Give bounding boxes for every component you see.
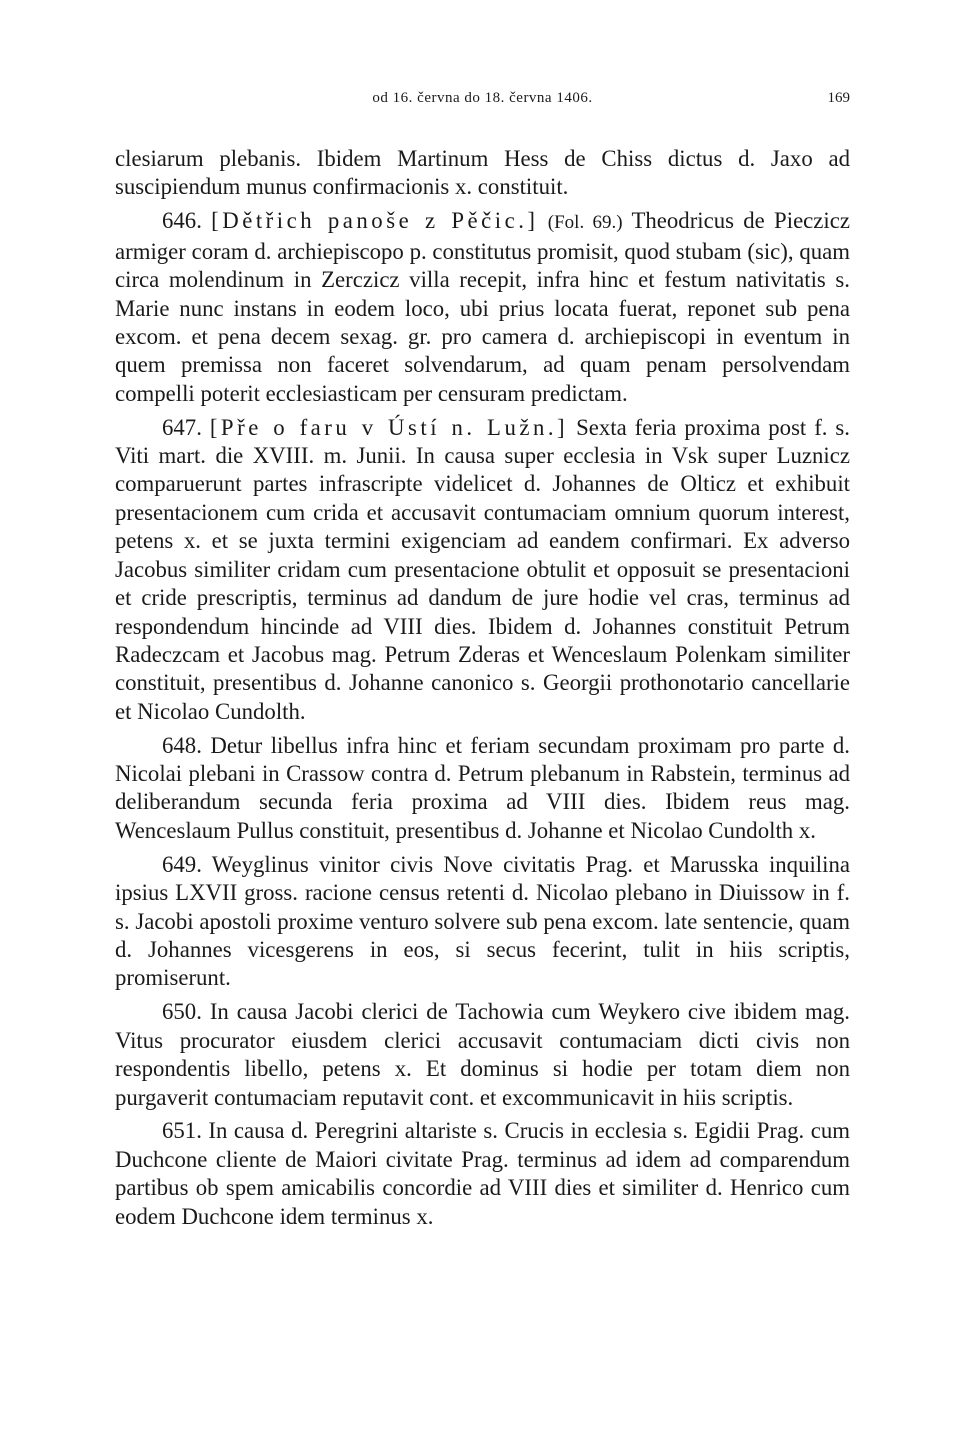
entry-647	[115, 414, 850, 726]
folio-reference: (Fol. 69.)	[547, 212, 623, 234]
entry-648	[115, 732, 850, 846]
entry-646	[115, 207, 850, 408]
entry-650	[115, 998, 850, 1112]
entry-text: In causa d. Peregrini altariste s. Crucis in ecclesia s. Egidii Prag. cum Duchcone cliente de Maiori civitate Prag. terminus ad idem ad comparendum partibus ob spem amicabilis concordie ad VIII dies et similiter d. Henrico cum eodem Duchcone idem terminus x.	[115, 1118, 850, 1229]
entry-number: 647.	[162, 414, 202, 440]
entry-number: 646.	[162, 208, 202, 234]
entry-651	[115, 1117, 850, 1231]
entry-649	[115, 851, 850, 993]
continuation-paragraph	[115, 145, 850, 202]
entry-text: Sexta feria proxima post f. s. Viti mart. die XVIII. m. Junii. In causa super ecclesia in Vsk super Luznicz comparuerunt partes infrascripte videlicet d. Johannes de Olticz et exhibuit presentacionem cum crida et accusavit contumaciam omnium quorum interest, petens x. et se juxta termini exigenciam ad eandem confirmari. Ex adverso Jacobus similiter cridam cum presentacione obtulit et opposuit se presentacioni et cride prescriptis, terminus ad dandum de jure hodie vel cras, terminus ad respondendum hincinde ad VIII dies. Ibidem d. Johannes constituit Petrum Radeczcam et Jacobus mag. Petrum Zderas et Wenceslaum Polenkam similiter constituit, presentibus d. Johanne canonico s. Georgii prothonotario cancellarie et Nicolao Cundolth.	[115, 414, 850, 724]
paragraph-text: clesiarum plebanis. Ibidem Martinum Hess de Chiss dictus d. Jaxo ad suscipiendum munus confirmacionis x. constituit.	[115, 146, 850, 200]
entry-rubric: [Dětřich panoše z Pěčic.]	[211, 208, 539, 234]
entry-number: 651.	[162, 1118, 202, 1144]
entry-text: Theodricus de Pieczicz armiger coram d. archiepiscopo p. constitutus promisit, quod stubam (sic), quam circa molendinum in Zerczicz villa recepit, infra hinc et festum nativitatis s. Marie nunc instans in eodem loco, ubi prius locata fuerat, reponet sub pena excom. et pena decem sexag. gr. pro camera d. archiepiscopi in eventum in quem premissa non faceret solvendarum, ad quam penam persolvendam compelli poterit ecclesiasticam per censuram predictam.	[115, 208, 850, 406]
page-number: 169	[827, 90, 850, 106]
entry-number: 649.	[162, 851, 202, 877]
entry-rubric: [Pře o faru v Ústí n. Lužn.]	[209, 414, 569, 440]
entry-number: 648.	[162, 732, 202, 758]
entry-text: In causa Jacobi clerici de Tachowia cum Weykero cive ibidem mag. Vitus procurator eiusdem clerici accusavit contumaciam dicti civis non respondentis libello, petens x. Et dominus si hodie per totam diem non purgaverit contumaciam reputavit cont. et excommunicavit in hiis scriptis.	[115, 999, 850, 1110]
running-header	[115, 90, 850, 116]
entry-text: Detur libellus infra hinc et feriam secundam proximam pro parte d. Nicolai plebani in Crassow contra d. Petrum plebanum in Rabstein, terminus ad deliberandum secunda feria proxima ad VIII dies. Ibidem reus mag. Wenceslaum Pullus constituit, presentibus d. Johanne et Nicolao Cundolth x.	[115, 732, 850, 843]
entry-text: Weyglinus vinitor civis Nove civitatis Prag. et Marusska inquilina ipsius LXVII gross. racione census retenti d. Nicolao plebano in Diuissow in f. s. Jacobi apostoli proxime venturo solvere sub pena excom. late sentencie, quam d. Johannes vicesgerens in eos, si secus fecerint, tulit in hiis scriptis, promiserunt.	[115, 851, 850, 991]
entry-number: 650.	[162, 999, 202, 1025]
body-text	[115, 145, 850, 1231]
running-title: od 16. června do 18. června 1406.	[372, 90, 593, 106]
